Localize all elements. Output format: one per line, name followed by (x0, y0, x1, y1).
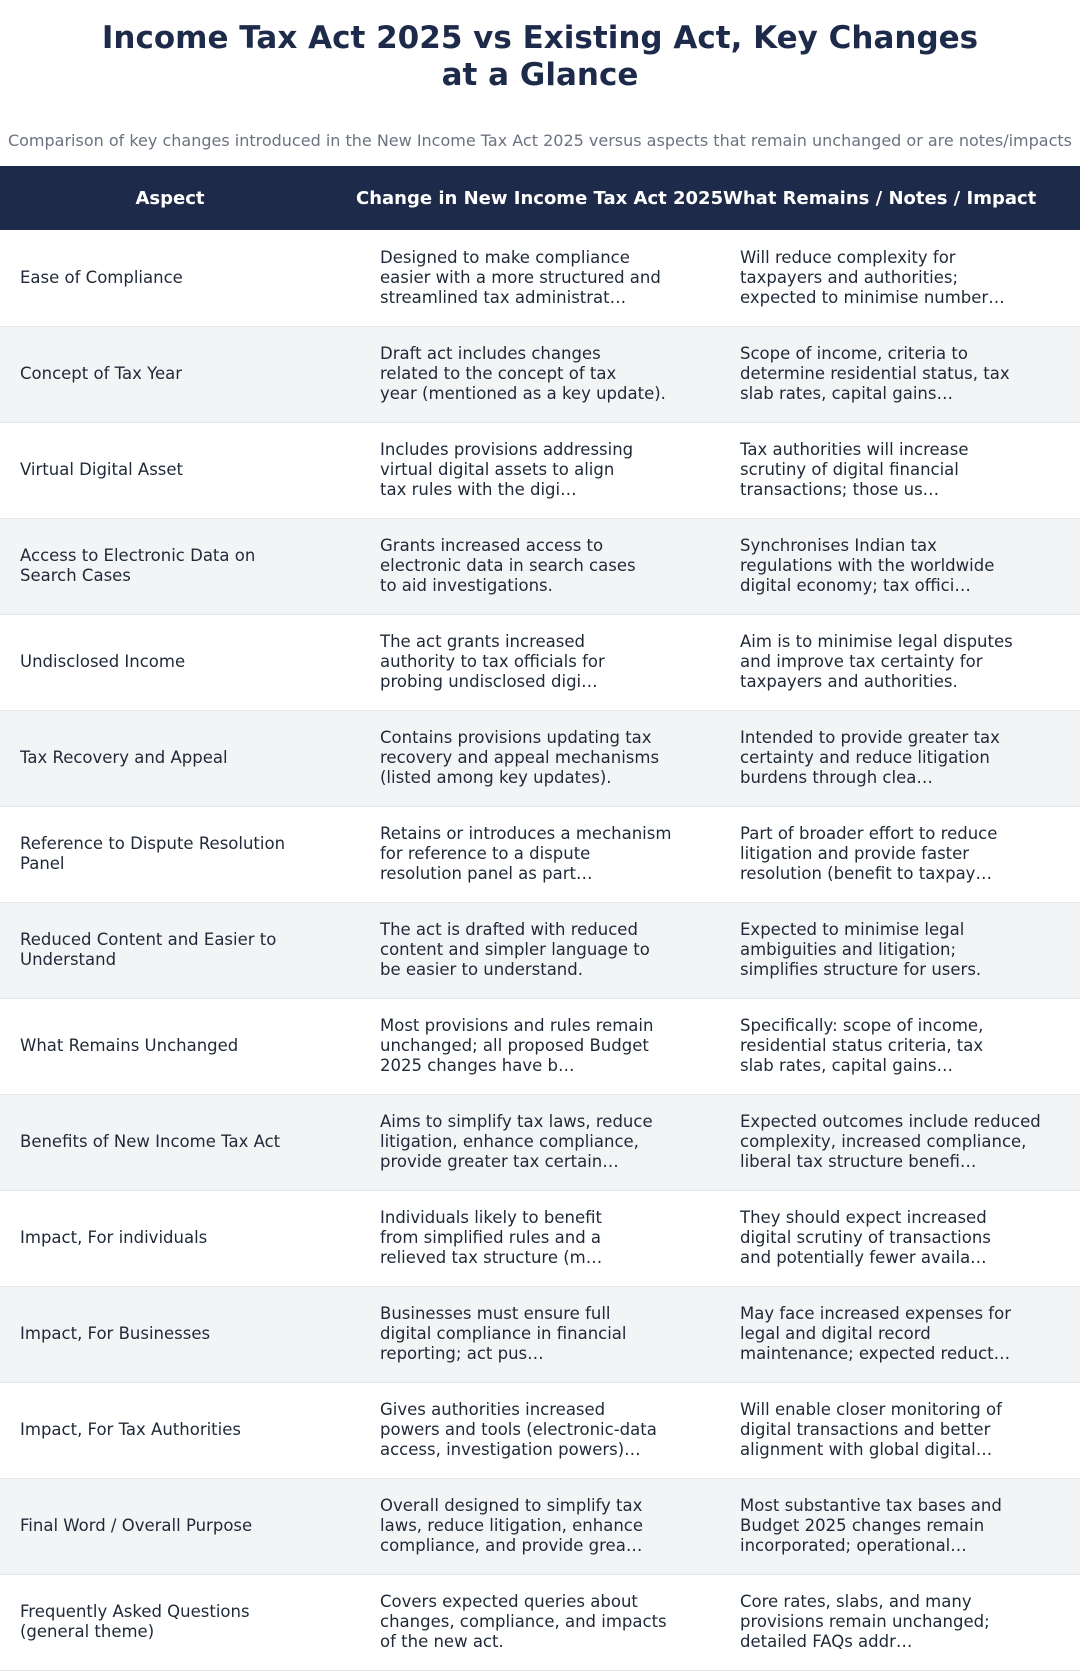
cell-change-line: authority to tax officials for (380, 652, 605, 671)
cell-aspect-line: Understand (20, 950, 117, 969)
table-row (0, 326, 1080, 422)
table-row (0, 1286, 1080, 1382)
cell-aspect-line: Ease of Compliance (20, 267, 183, 287)
table-row (0, 710, 1080, 806)
cell-notes-line: digital transactions and better (740, 1420, 991, 1439)
cell-notes-line: Part of broader effort to reduce (740, 824, 998, 843)
cell-aspect (0, 1286, 340, 1382)
cell-notes-line: digital economy; tax offici… (740, 576, 971, 595)
cell-aspect-line: Concept of Tax Year (20, 364, 183, 383)
cell-notes (700, 518, 1080, 614)
table-header-row (0, 166, 1080, 230)
cell-notes-line: Specifically: scope of income, (740, 1016, 984, 1035)
cell-notes (700, 1478, 1080, 1574)
cell-change-line: Aims to simplify tax laws, reduce (380, 1112, 653, 1131)
cell-change (340, 710, 700, 806)
cell-aspect (0, 998, 340, 1094)
column-header-aspect: Aspect (135, 187, 205, 209)
cell-change-line: Covers expected queries about (380, 1592, 638, 1611)
cell-notes-line: scrutiny of digital financial (740, 460, 959, 479)
table-row (0, 998, 1080, 1094)
cell-change-line: to aid investigations. (380, 576, 553, 595)
cell-change-line: tax rules with the digi… (380, 480, 577, 499)
page-title-line-1: Income Tax Act 2025 vs Existing Act, Key Changes (101, 20, 979, 56)
cell-change-line: resolution panel as part… (380, 864, 593, 883)
cell-notes-line: determine residential status, tax (740, 364, 1010, 383)
cell-notes (700, 326, 1080, 422)
cell-notes (700, 230, 1080, 326)
cell-notes-line: residential status criteria, tax (740, 1036, 984, 1055)
cell-change-line: streamlined tax administrat… (380, 287, 627, 307)
cell-notes-line: incorporated; operational… (740, 1536, 967, 1555)
page-subtitle: Comparison of key changes introduced in the New Income Tax Act 2025 versus aspects that remain unchanged or are notes/impacts (7, 131, 1073, 150)
cell-notes-line: ambiguities and litigation; (740, 940, 957, 959)
cell-change-line: access, investigation powers)… (380, 1440, 641, 1459)
cell-aspect (0, 710, 340, 806)
cell-aspect-line: Tax Recovery and Appeal (20, 748, 228, 767)
cell-aspect-line: What Remains Unchanged (20, 1036, 239, 1055)
cell-aspect-line: Access to Electronic Data on (20, 546, 256, 565)
cell-change-line: Retains or introduces a mechanism (380, 824, 672, 843)
cell-change-line: related to the concept of tax (380, 364, 617, 383)
cell-notes-line: Budget 2025 changes remain (740, 1516, 985, 1535)
cell-change-line: The act grants increased (380, 632, 585, 651)
cell-notes (700, 806, 1080, 902)
cell-change-line: be easier to understand. (380, 960, 583, 979)
cell-change (340, 806, 700, 902)
table-row (0, 1382, 1080, 1478)
cell-aspect (0, 614, 340, 710)
cell-notes-line: complexity, increased compliance, (740, 1132, 1027, 1151)
cell-change-line: Businesses must ensure full (380, 1304, 611, 1323)
table-body (0, 230, 1080, 1670)
cell-notes-line: provisions remain unchanged; (740, 1612, 990, 1631)
cell-notes (700, 1382, 1080, 1478)
cell-change (340, 1382, 700, 1478)
cell-aspect-line: (general theme) (20, 1622, 155, 1641)
cell-change-line: relieved tax structure (m… (380, 1248, 603, 1267)
cell-change-line: recovery and appeal mechanisms (380, 748, 660, 767)
cell-change-line: The act is drafted with reduced (380, 920, 638, 939)
cell-change-line: changes, compliance, and impacts (380, 1612, 667, 1631)
cell-aspect-line: Undisclosed Income (20, 652, 186, 671)
cell-notes (700, 1286, 1080, 1382)
cell-notes-line: simplifies structure for users. (740, 960, 982, 979)
cell-change-line: laws, reduce litigation, enhance (380, 1516, 644, 1535)
cell-change (340, 518, 700, 614)
table-row (0, 806, 1080, 902)
cell-change-line: of the new act. (380, 1632, 504, 1651)
cell-notes-line: slab rates, capital gains… (740, 1056, 953, 1075)
cell-notes (700, 614, 1080, 710)
cell-notes (700, 422, 1080, 518)
cell-change-line: Individuals likely to benefit (380, 1208, 602, 1227)
cell-aspect (0, 1094, 340, 1190)
table-row (0, 902, 1080, 998)
cell-aspect (0, 902, 340, 998)
cell-notes-line: maintenance; expected reduct… (740, 1344, 1011, 1363)
cell-aspect (0, 1478, 340, 1574)
page-title-line-2: at a Glance (441, 57, 639, 93)
cell-aspect (0, 230, 340, 326)
cell-change-line: reporting; act pus… (380, 1344, 544, 1363)
cell-notes-line: certainty and reduce litigation (740, 748, 990, 767)
page-title (0, 0, 1080, 94)
cell-change-line: content and simpler language to (380, 940, 650, 959)
cell-notes-line: Core rates, slabs, and many (740, 1592, 972, 1611)
cell-notes-line: taxpayers and authorities. (740, 672, 958, 691)
cell-aspect-line: Benefits of New Income Tax Act (20, 1132, 281, 1151)
cell-change (340, 1286, 700, 1382)
cell-change-line: Designed to make compliance (380, 247, 630, 267)
cell-change-line: year (mentioned as a key update). (380, 384, 666, 403)
table-header (0, 166, 1080, 230)
cell-aspect-line: Impact, For Businesses (20, 1324, 211, 1343)
cell-notes-line: transactions; those us… (740, 480, 940, 499)
cell-notes-line: burdens through clea… (740, 768, 933, 787)
cell-change (340, 614, 700, 710)
table-row (0, 518, 1080, 614)
cell-change-line: Overall designed to simplify tax (380, 1496, 643, 1515)
cell-notes-line: slab rates, capital gains… (740, 384, 953, 403)
cell-aspect (0, 422, 340, 518)
cell-change-line: probing undisclosed digi… (380, 672, 598, 691)
cell-change-line: digital compliance in financial (380, 1324, 627, 1343)
cell-aspect-line: Virtual Digital Asset (20, 460, 184, 479)
cell-notes (700, 1094, 1080, 1190)
cell-aspect-line: Impact, For individuals (20, 1228, 208, 1247)
cell-notes-line: Will reduce complexity for (740, 247, 956, 267)
cell-change-line: unchanged; all proposed Budget (380, 1036, 649, 1055)
cell-aspect (0, 806, 340, 902)
cell-notes-line: alignment with global digital… (740, 1440, 993, 1459)
cell-notes-line: May face increased expenses for (740, 1304, 1011, 1323)
cell-change (340, 902, 700, 998)
cell-change-line: provide greater tax certain… (380, 1152, 619, 1171)
cell-change-line: Gives authorities increased (380, 1400, 606, 1419)
cell-change (340, 1190, 700, 1286)
table-row (0, 1478, 1080, 1574)
cell-change-line: for reference to a dispute (380, 844, 591, 863)
cell-change-line: Contains provisions updating tax (380, 728, 652, 747)
cell-notes-line: litigation and provide faster (740, 844, 970, 863)
cell-notes-line: They should expect increased (740, 1208, 987, 1227)
cell-change-line: virtual digital assets to align (380, 460, 615, 479)
cell-notes-line: taxpayers and authorities; (740, 267, 959, 287)
cell-notes-line: detailed FAQs addr… (740, 1632, 913, 1651)
cell-notes (700, 710, 1080, 806)
cell-notes-line: Synchronises Indian tax (740, 536, 937, 555)
cell-change-line: powers and tools (electronic-data (380, 1420, 657, 1439)
cell-notes-line: regulations with the worldwide (740, 556, 995, 575)
cell-aspect-line: Frequently Asked Questions (20, 1602, 250, 1621)
cell-notes-line: legal and digital record (740, 1324, 931, 1343)
column-header-change: Change in New Income Tax Act 2025 (356, 187, 724, 209)
cell-change (340, 1574, 700, 1670)
cell-change (340, 1094, 700, 1190)
cell-notes-line: Intended to provide greater tax (740, 728, 1000, 747)
table-row (0, 614, 1080, 710)
cell-notes-line: Expected to minimise legal (740, 920, 965, 939)
cell-notes-line: and potentially fewer availa… (740, 1248, 987, 1267)
comparison-table (0, 166, 1080, 1671)
cell-change-line: Includes provisions addressing (380, 440, 634, 459)
table-row (0, 1574, 1080, 1670)
cell-aspect (0, 1190, 340, 1286)
cell-notes-line: digital scrutiny of transactions (740, 1228, 991, 1247)
column-header-notes: What Remains / Notes / Impact (723, 187, 1037, 209)
cell-change (340, 1478, 700, 1574)
cell-aspect-line: Reduced Content and Easier to (20, 930, 277, 949)
cell-notes-line: resolution (benefit to taxpay… (740, 864, 992, 883)
cell-change-line: Draft act includes changes (380, 344, 601, 363)
cell-aspect-line: Final Word / Overall Purpose (20, 1516, 253, 1535)
cell-notes-line: Expected outcomes include reduced (740, 1112, 1041, 1131)
cell-change (340, 230, 700, 326)
cell-aspect-line: Reference to Dispute Resolution (20, 834, 286, 853)
cell-notes-line: Aim is to minimise legal disputes (740, 632, 1013, 651)
cell-notes-line: liberal tax structure benefi… (740, 1152, 977, 1171)
cell-notes-line: and improve tax certainty for (740, 652, 983, 671)
cell-aspect-line: Search Cases (20, 566, 131, 585)
cell-aspect (0, 326, 340, 422)
cell-notes (700, 1574, 1080, 1670)
cell-aspect-line: Panel (20, 854, 65, 873)
cell-change-line: litigation, enhance compliance, (380, 1132, 639, 1151)
cell-aspect (0, 1574, 340, 1670)
cell-aspect-line: Impact, For Tax Authorities (20, 1420, 241, 1439)
cell-change (340, 422, 700, 518)
cell-change-line: Grants increased access to (380, 536, 604, 555)
cell-notes-line: Most substantive tax bases and (740, 1496, 1002, 1515)
cell-notes-line: expected to minimise number… (740, 287, 1005, 307)
table-row (0, 422, 1080, 518)
cell-change (340, 326, 700, 422)
cell-notes-line: Scope of income, criteria to (740, 344, 968, 363)
cell-notes-line: Will enable closer monitoring of (740, 1400, 1002, 1419)
cell-notes (700, 998, 1080, 1094)
cell-change-line: electronic data in search cases (380, 556, 636, 575)
cell-change-line: from simplified rules and a (380, 1228, 602, 1247)
table-row (0, 1094, 1080, 1190)
cell-change-line: (listed among key updates). (380, 768, 612, 787)
cell-notes (700, 902, 1080, 998)
cell-notes (700, 1190, 1080, 1286)
cell-aspect (0, 518, 340, 614)
cell-change-line: Most provisions and rules remain (380, 1016, 654, 1035)
cell-change-line: 2025 changes have b… (380, 1056, 575, 1075)
cell-aspect (0, 1382, 340, 1478)
cell-change-line: compliance, and provide grea… (380, 1536, 643, 1555)
cell-change (340, 998, 700, 1094)
table-row (0, 230, 1080, 326)
cell-notes-line: Tax authorities will increase (740, 440, 969, 459)
table-row (0, 1190, 1080, 1286)
cell-change-line: easier with a more structured and (380, 267, 661, 287)
